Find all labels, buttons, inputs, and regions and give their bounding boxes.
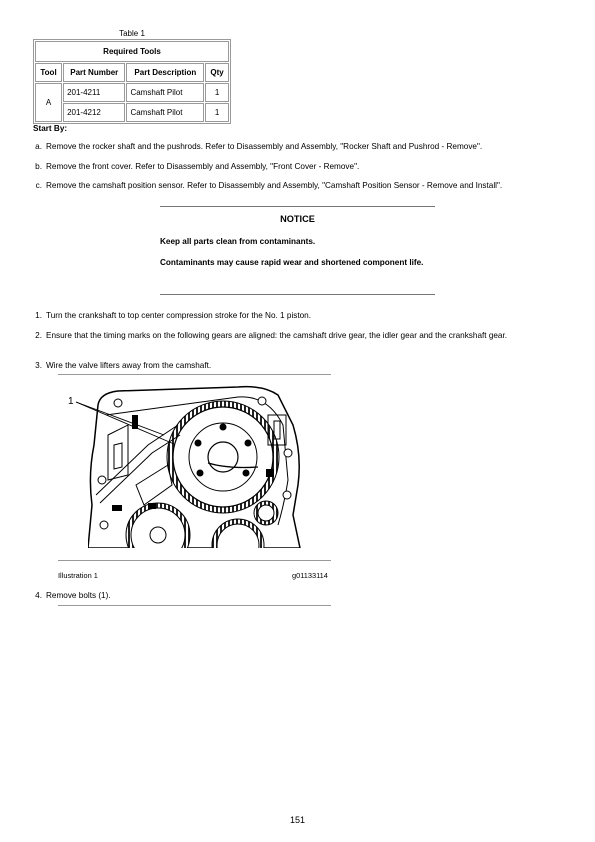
start-by-item-a <box>30 142 570 153</box>
tool-group-cell: A <box>35 83 62 122</box>
qty-cell: 1 <box>205 103 229 122</box>
step-text: Wire the valve lifters away from the camshaft. <box>46 361 212 370</box>
step-marker: 4. <box>35 591 42 600</box>
part-description-cell: Camshaft Pilot <box>126 83 204 102</box>
column-header-part-number: Part Number <box>63 63 125 82</box>
list-text: Remove the camshaft position sensor. Refer to Disassembly and Assembly, "Camshaft Position Sensor - Remove and Install". <box>46 181 503 190</box>
step-marker: 3. <box>35 361 42 370</box>
illustration-id: g01133114 <box>292 571 328 580</box>
table-caption: Table 1 <box>119 29 145 38</box>
notice-title: NOTICE <box>280 214 315 224</box>
table-header-row <box>35 63 229 82</box>
part-number-cell: 201-4212 <box>63 103 125 122</box>
callout-label: 1 <box>68 396 74 407</box>
illustration-top-divider <box>58 374 331 375</box>
step-4-divider <box>58 605 331 606</box>
part-number-cell: 201-4211 <box>63 83 125 102</box>
required-tools-table <box>33 39 231 124</box>
column-header-tool: Tool <box>35 63 62 82</box>
step-4 <box>30 591 570 602</box>
step-text: Turn the crankshaft to top center compression stroke for the No. 1 piston. <box>46 311 312 320</box>
illustration-bottom-divider <box>58 560 331 561</box>
step-3 <box>30 361 570 372</box>
list-text: Remove the rocker shaft and the pushrods. Refer to Disassembly and Assembly, "Rocker Shaft and Pushrod - Remove". <box>46 142 483 151</box>
callout-leader-lines <box>74 398 184 448</box>
start-by-item-b <box>30 162 570 173</box>
table-row <box>35 83 229 102</box>
list-marker: b. <box>35 162 42 171</box>
step-marker: 2. <box>35 331 42 340</box>
table-row <box>35 103 229 122</box>
qty-cell: 1 <box>205 83 229 102</box>
table-title: Required Tools <box>35 41 229 62</box>
step-text: Remove bolts (1). <box>46 591 111 600</box>
page-number: 151 <box>289 815 306 825</box>
list-text: Remove the front cover. Refer to Disassembly and Assembly, "Front Cover - Remove". <box>46 162 360 171</box>
step-2 <box>30 331 550 342</box>
notice-top-divider <box>160 206 435 207</box>
list-marker: c. <box>35 181 42 190</box>
part-description-cell: Camshaft Pilot <box>126 103 204 122</box>
start-by-heading: Start By: <box>33 124 68 133</box>
list-marker: a. <box>35 142 42 151</box>
start-by-item-c <box>30 181 570 192</box>
column-header-part-description: Part Description <box>126 63 204 82</box>
notice-line-1: Keep all parts clean from contaminants. <box>160 237 316 246</box>
step-marker: 1. <box>35 311 42 320</box>
column-header-qty: Qty <box>205 63 229 82</box>
notice-line-2: Contaminants may cause rapid wear and shortened component life. <box>160 258 424 267</box>
step-1 <box>30 311 570 322</box>
notice-bottom-divider <box>160 294 435 295</box>
illustration-caption: Illustration 1 <box>58 571 98 580</box>
step-text: Ensure that the timing marks on the following gears are aligned: the camshaft drive gear, the idler gear and the crankshaft gear. <box>46 331 508 340</box>
